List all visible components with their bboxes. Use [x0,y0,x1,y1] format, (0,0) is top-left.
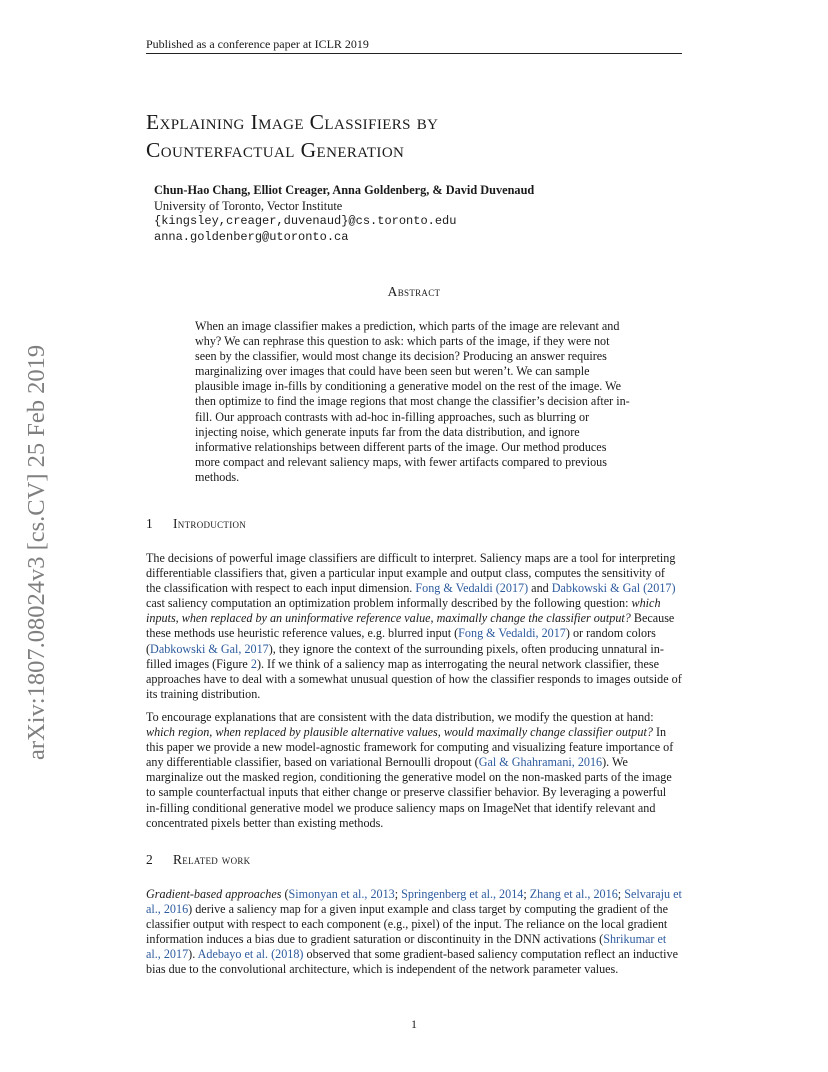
abstract-body [195,319,633,485]
text-run: ( [281,887,289,901]
title-line-2: Counterfactual Generation [146,138,405,162]
abstract-heading: Abstract [387,284,441,299]
text-run: Because these methods use heuristic reference values, e.g. blurred input ( [146,611,675,641]
paper-title [146,108,706,164]
text-run: To encourage explanations that are consistent with the data distribution, we modify the question at hand: [146,709,654,724]
abstract-text: When an image classifier makes a prediction, which parts of the image are relevant and why? We can rephrase this question to ask: which parts of the image, if they were not seen by the classifier, would most change its decision? Producing an answer requires marginalizing over images that could have been seen but weren’t. We can sample plausible image in-fills by conditioning a generative model on the rest of the image. We then optimize to find the image regions that most change the classifier’s decision after in-fill. Our approach contrasts with ad-hoc in-filling approaches, such as blurring or injecting noise, which generate inputs far from the data distribution, and ignore informative relationships between different parts of the image. Our method produces more compact and relevant saliency maps, with fewer artifacts compared to previous methods. [195,319,630,484]
citation-link[interactable]: Dabkowski & Gal, 2017 [150,641,269,656]
citation-link[interactable]: Selvaraju et al., 2016 [146,887,682,917]
section-number: 1 [146,516,154,531]
text-run: ). If we think of a saliency map as interrogating the neural network classifier, these approaches have to deal with a somewhat unusual question of how the classifier responds to images outside of its training distribution. [146,656,682,701]
emphasis-text: Gradient-based approaches [146,887,282,901]
citation-link[interactable]: Zhang et al., 2016 [529,887,618,901]
text-run: and [528,581,552,596]
author-names: Chun-Hao Chang, Elliot Creager, Anna Goldenberg, & David Duvenaud [154,183,535,197]
figure-link[interactable]: 2 [250,656,257,671]
running-head: Published as a conference paper at ICLR 2019 [146,37,369,51]
section-heading-introduction [146,516,246,532]
related-work-body [146,887,682,986]
paragraph [146,887,682,978]
citation-link[interactable]: Adebayo et al. (2018) [197,947,304,962]
text-run: ) or random colors ( [146,626,656,656]
author-block [154,183,534,245]
header-rule [146,53,682,54]
citation-link[interactable]: Springenberg et al., 2014 [401,887,524,901]
affiliation: University of Toronto, Vector Institute [154,198,343,213]
arxiv-side-stamp: arXiv:1807.08024v3 [cs.CV] 25 Feb 2019 [23,344,50,760]
citation-link[interactable]: Gal & Ghahramani, 2016 [478,755,603,770]
paragraph [146,551,682,702]
text-run: cast saliency computation an optimization problem informally described by the following question: [146,596,632,611]
section-heading-related-work [146,852,250,868]
text-run: ) derive a saliency map for a given input example and class target by computing the gradient of the classifier output with respect to each component (e.g., pixel) of the input. The reliance on the local gradient information induces a bias due to gradient saturation or discontinuity in the DNN activations ( [146,902,669,947]
page-number: 1 [411,1017,417,1031]
section-title: Introduction [173,516,247,531]
text-run: ; [523,887,530,901]
section-title: Related work [173,852,251,867]
citation-link[interactable]: Dabkowski & Gal (2017) [551,581,676,596]
email-line-2: anna.goldenberg@utoronto.ca [154,229,349,244]
citation-link[interactable]: Fong & Vedaldi (2017) [415,581,529,596]
paragraph [146,710,682,831]
email-line-1: {kingsley,creager,duvenaud}@cs.toronto.edu [154,214,457,228]
title-line-1: Explaining Image Classifiers by [146,110,439,134]
text-run: The decisions of powerful image classifiers are difficult to interpret. Saliency maps are a tool for interpreting differentiable classifiers that, given a particular input example and output class, computes the sensitivity of the classification with respect to each input dimension. [146,551,676,596]
text-run: ; [617,887,625,901]
section-number: 2 [146,852,154,867]
text-run: ), they ignore the context of the surrounding pixels, often producing unnatural in-filled images (Figure [146,641,664,671]
text-run: In this paper we provide a new model-agnostic framework for computing and visualizing feature importance of any differentiable classifier, based on variational Bernoulli dropout ( [146,725,674,770]
text-run: ). [188,947,198,962]
citation-link[interactable]: Shrikumar et al., 2017 [146,932,667,962]
text-run: ). We marginalize out the masked region, conditioning the generative model on the non-masked parts of the image to sample counterfactual inputs that either change or preserve classifier behavior. By leveraging a powerful in-filling conditional generative model we produce saliency maps on ImageNet that identify relevant and concentrated pixels better than existing methods. [146,755,672,830]
emphasis-text: which region, when replaced by plausible alternative values, would maximally change classifier output? [146,725,653,740]
citation-link[interactable]: Fong & Vedaldi, 2017 [458,626,566,641]
introduction-body [146,551,682,839]
text-run: observed that some gradient-based saliency computation reflect an inductive bias due to the convolutional architecture, which is independent of the network parameter values. [146,947,679,977]
emphasis-text: which inputs, when replaced by an uninformative reference value, maximally change the classifier output? [146,596,661,626]
citation-link[interactable]: Simonyan et al., 2013 [288,887,395,901]
text-run: ; [394,887,402,901]
